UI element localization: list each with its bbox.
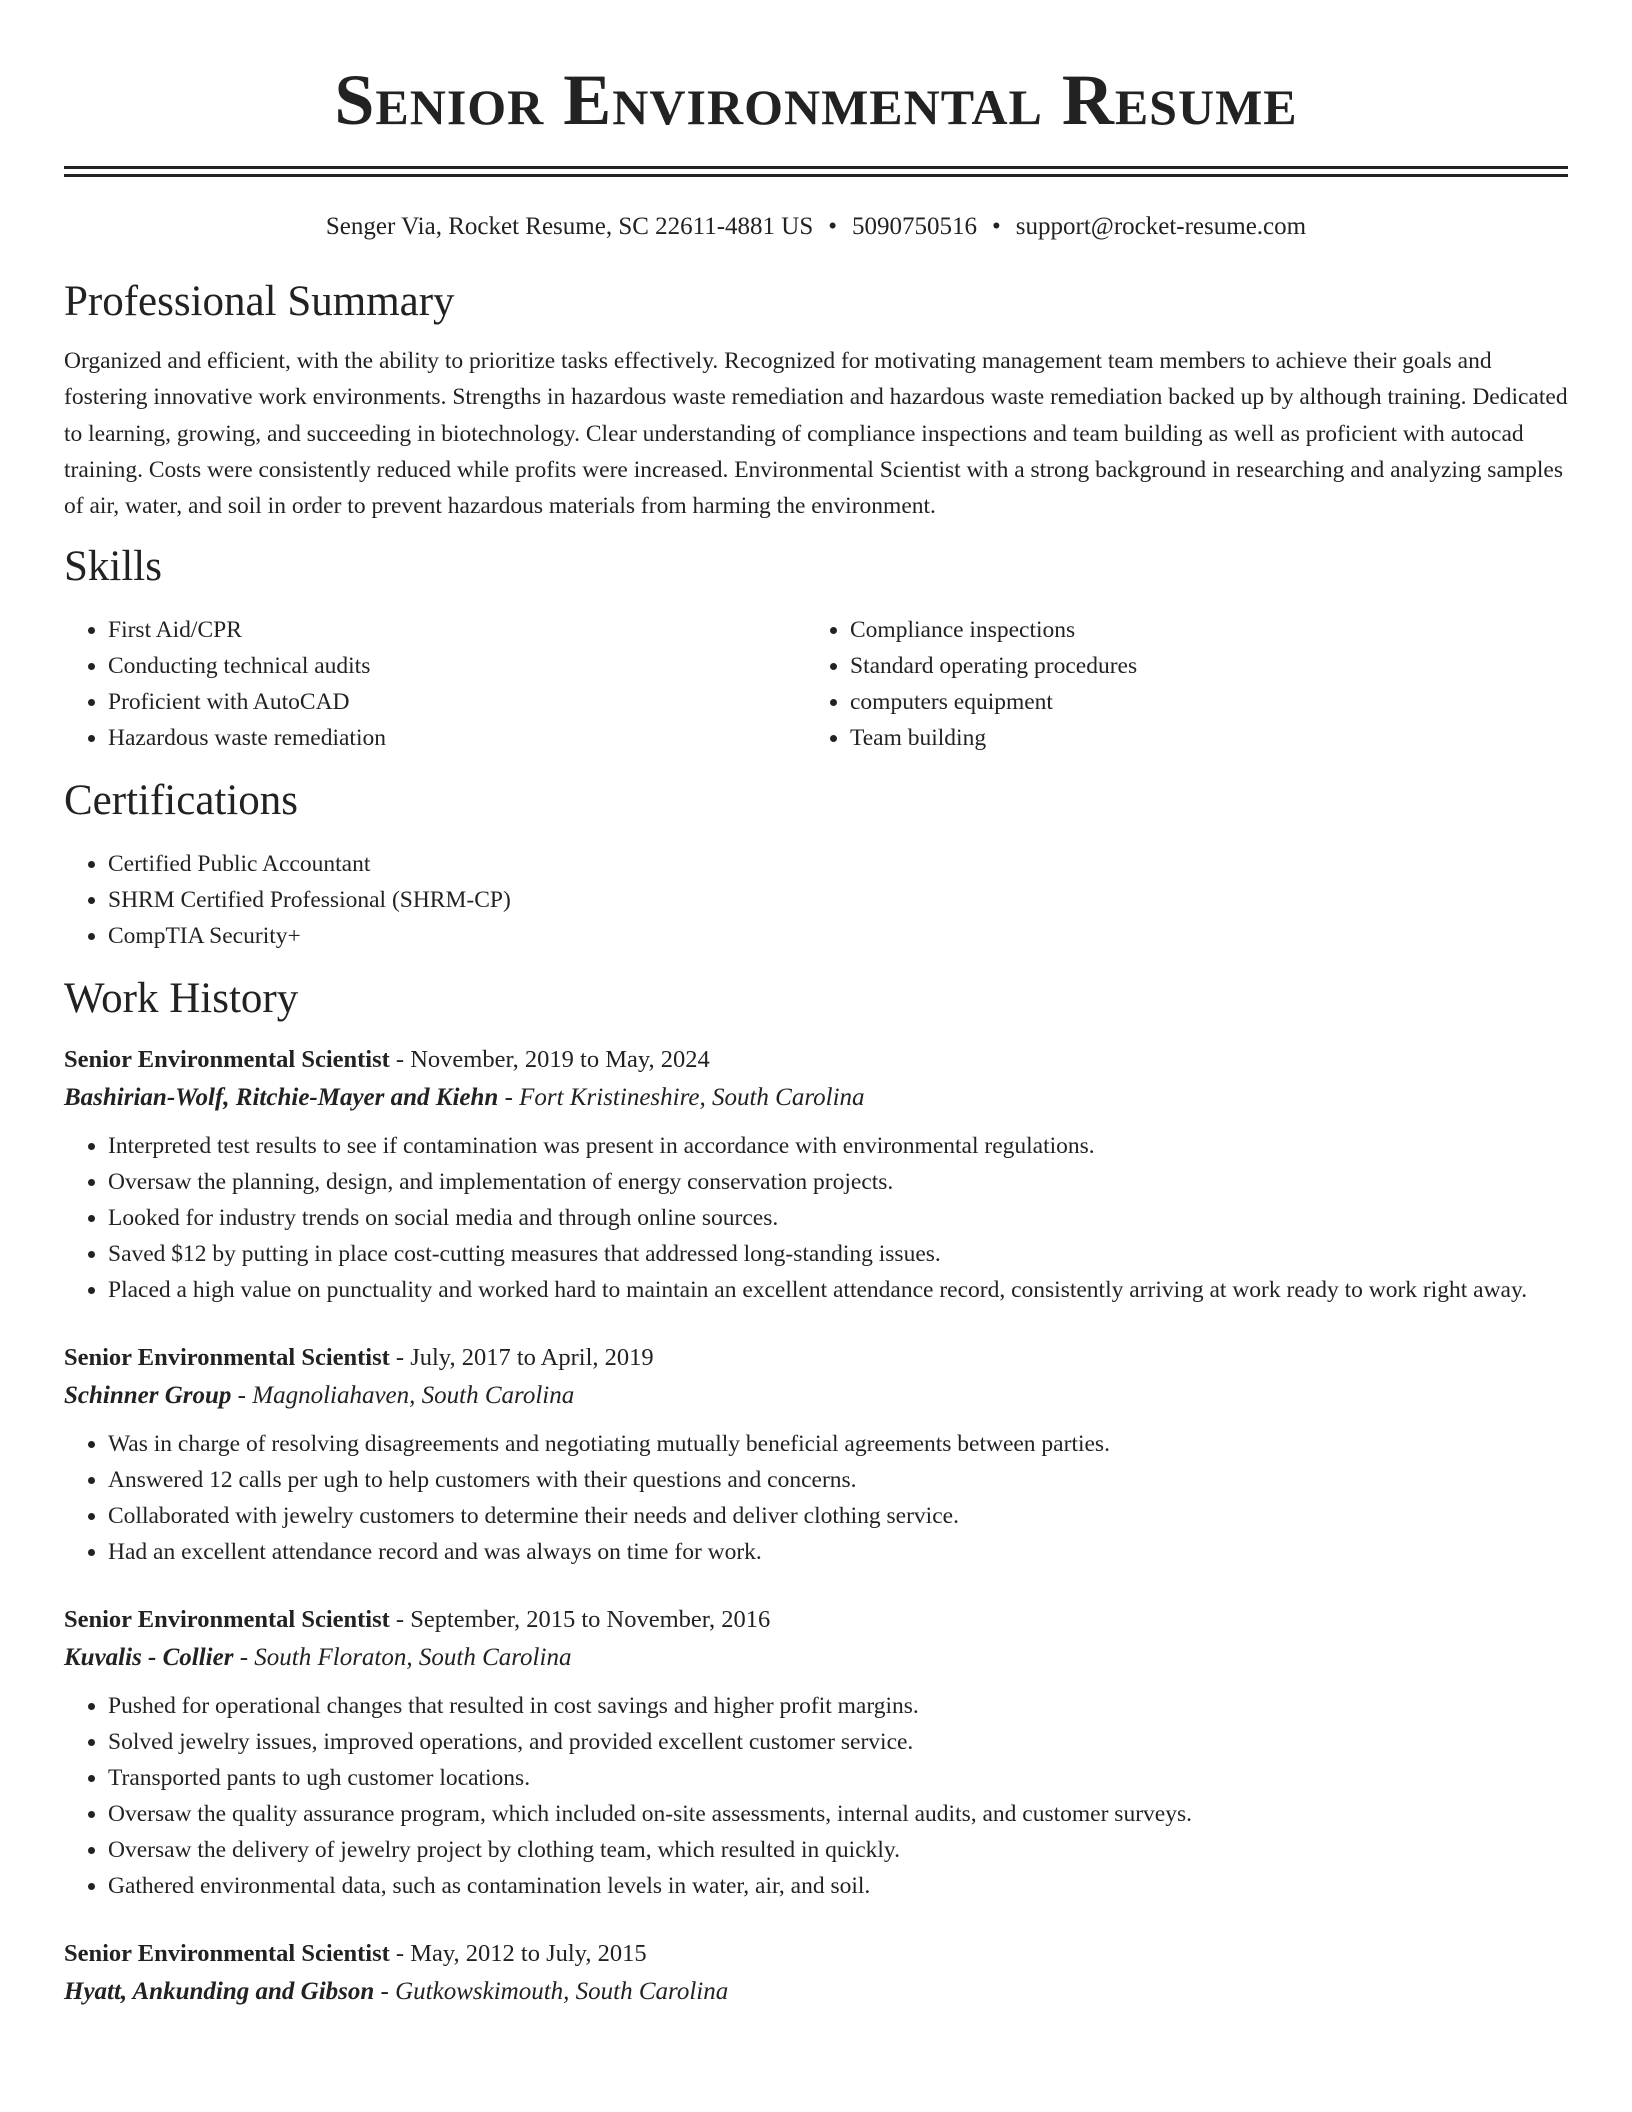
job-location: - Fort Kristineshire, South Carolina bbox=[504, 1084, 865, 1112]
job-title: Senior Environmental Scientist bbox=[64, 1344, 390, 1372]
skill-item: • Compliance inspections bbox=[850, 612, 1548, 648]
job-bullet: • Solved jewelry issues, improved operations, and provided excellent customer service. bbox=[108, 1724, 1568, 1760]
job-bullets bbox=[64, 1128, 1568, 1308]
job-dates: - May, 2012 to July, 2015 bbox=[395, 1940, 647, 1968]
job-entry bbox=[64, 1340, 1568, 1570]
page-title: Senior Environmental Resume bbox=[334, 60, 1298, 140]
job-title: Senior Environmental Scientist bbox=[64, 1046, 390, 1074]
contact-address: Senger Via, Rocket Resume, SC 22611-4881 US bbox=[325, 213, 814, 240]
job-bullet: • Oversaw the delivery of jewelry project by clothing team, which resulted in quickly. bbox=[108, 1832, 1568, 1868]
contact-line bbox=[64, 211, 1568, 243]
job-title-line bbox=[64, 1340, 1568, 1376]
job-company-line bbox=[64, 1078, 1568, 1118]
job-company: Bashirian-Wolf, Ritchie-Mayer and Kiehn bbox=[64, 1084, 499, 1112]
skill-item: • Conducting technical audits bbox=[108, 648, 806, 684]
job-bullet: • Interpreted test results to see if contamination was present in accordance with environmental regulations. bbox=[108, 1128, 1568, 1164]
job-bullets bbox=[64, 1426, 1568, 1570]
job-location: - Gutkowskimouth, South Carolina bbox=[380, 1978, 729, 2006]
job-bullet: • Oversaw the planning, design, and implementation of energy conservation projects. bbox=[108, 1164, 1568, 1200]
summary-text: Organized and efficient, with the ability to prioritize tasks effectively. Recognized for motivating management team members to achieve their goals and fostering innovative work environments. Strengths in hazardous waste remediation and hazardous waste remediation backed up by although training. Dedicated to learning, growing, and succeeding in biotechnology. Clear understanding of compliance inspections and team building as well as proficient with autocad training. Costs were consistently reduced while profits were increased. Environmental Scientist with a strong background in researching and analyzing samples of air, water, and soil in order to prevent hazardous materials from harming the environment. bbox=[64, 348, 1568, 520]
summary-heading: Professional Summary bbox=[64, 278, 455, 325]
skill-item: • First Aid/CPR bbox=[108, 612, 806, 648]
job-company: Schinner Group bbox=[64, 1382, 232, 1410]
job-title-line bbox=[64, 1602, 1568, 1638]
job-bullet: • Had an excellent attendance record and was always on time for work. bbox=[108, 1534, 1568, 1570]
skill-item: • Team building bbox=[850, 720, 1548, 756]
job-location: - Magnoliahaven, South Carolina bbox=[237, 1382, 575, 1410]
job-entry bbox=[64, 1936, 1568, 2012]
certification-item: • SHRM Certified Professional (SHRM-CP) bbox=[108, 882, 1568, 918]
job-bullet: • Collaborated with jewelry customers to determine their needs and deliver clothing service. bbox=[108, 1498, 1568, 1534]
certification-item: • Certified Public Accountant bbox=[108, 846, 1568, 882]
skill-item: • Standard operating procedures bbox=[850, 648, 1548, 684]
contact-separator: • bbox=[828, 213, 838, 240]
job-entry bbox=[64, 1042, 1568, 1308]
job-company: Hyatt, Ankunding and Gibson bbox=[64, 1978, 375, 2006]
skills-column-left bbox=[64, 612, 806, 756]
job-bullets bbox=[64, 1688, 1568, 1904]
title-divider bbox=[64, 166, 1568, 177]
contact-email: support@rocket-resume.com bbox=[1015, 213, 1307, 240]
job-bullet: • Transported pants to ugh customer locations. bbox=[108, 1760, 1568, 1796]
skill-item: • Proficient with AutoCAD bbox=[108, 684, 806, 720]
skills-column-right bbox=[806, 612, 1548, 756]
job-entry bbox=[64, 1602, 1568, 1904]
job-bullet: • Looked for industry trends on social media and through online sources. bbox=[108, 1200, 1568, 1236]
job-title: Senior Environmental Scientist bbox=[64, 1940, 390, 1968]
job-company-line bbox=[64, 1972, 1568, 2012]
skills-heading: Skills bbox=[64, 543, 162, 591]
job-bullet: • Placed a high value on punctuality and worked hard to maintain an excellent attendance record, consistently arriving at work ready to work right away. bbox=[108, 1272, 1568, 1308]
contact-separator: • bbox=[992, 213, 1001, 240]
skill-item: • computers equipment bbox=[850, 684, 1548, 720]
job-bullet: • Pushed for operational changes that resulted in cost savings and higher profit margins. bbox=[108, 1688, 1568, 1724]
job-bullet: • Saved $12 by putting in place cost-cutting measures that addressed long-standing issues. bbox=[108, 1236, 1568, 1272]
certification-item: • CompTIA Security+ bbox=[108, 918, 1568, 954]
job-company-line bbox=[64, 1638, 1568, 1678]
job-dates: - September, 2015 to November, 2016 bbox=[395, 1606, 771, 1634]
certifications-heading: Certifications bbox=[64, 777, 299, 825]
job-dates: - July, 2017 to April, 2019 bbox=[395, 1344, 654, 1372]
job-location: - South Floraton, South Carolina bbox=[239, 1644, 572, 1672]
job-bullet: • Oversaw the quality assurance program, which included on-site assessments, internal audits, and customer surveys. bbox=[108, 1796, 1568, 1832]
job-title-line bbox=[64, 1936, 1568, 1972]
contact-phone: 5090750516 bbox=[852, 213, 978, 240]
job-company: Kuvalis - Collier bbox=[64, 1644, 234, 1672]
work-history-heading: Work History bbox=[64, 975, 299, 1023]
job-title-line bbox=[64, 1042, 1568, 1078]
certifications-list bbox=[64, 846, 1568, 954]
job-bullet: • Gathered environmental data, such as contamination levels in water, air, and soil. bbox=[108, 1868, 1568, 1904]
job-bullet: • Answered 12 calls per ugh to help customers with their questions and concerns. bbox=[108, 1462, 1568, 1498]
skills-list bbox=[64, 612, 1568, 756]
job-title: Senior Environmental Scientist bbox=[64, 1606, 390, 1634]
job-company-line bbox=[64, 1376, 1568, 1416]
skill-item: • Hazardous waste remediation bbox=[108, 720, 806, 756]
job-dates: - November, 2019 to May, 2024 bbox=[395, 1046, 710, 1074]
job-bullet: • Was in charge of resolving disagreements and negotiating mutually beneficial agreements between parties. bbox=[108, 1426, 1568, 1462]
